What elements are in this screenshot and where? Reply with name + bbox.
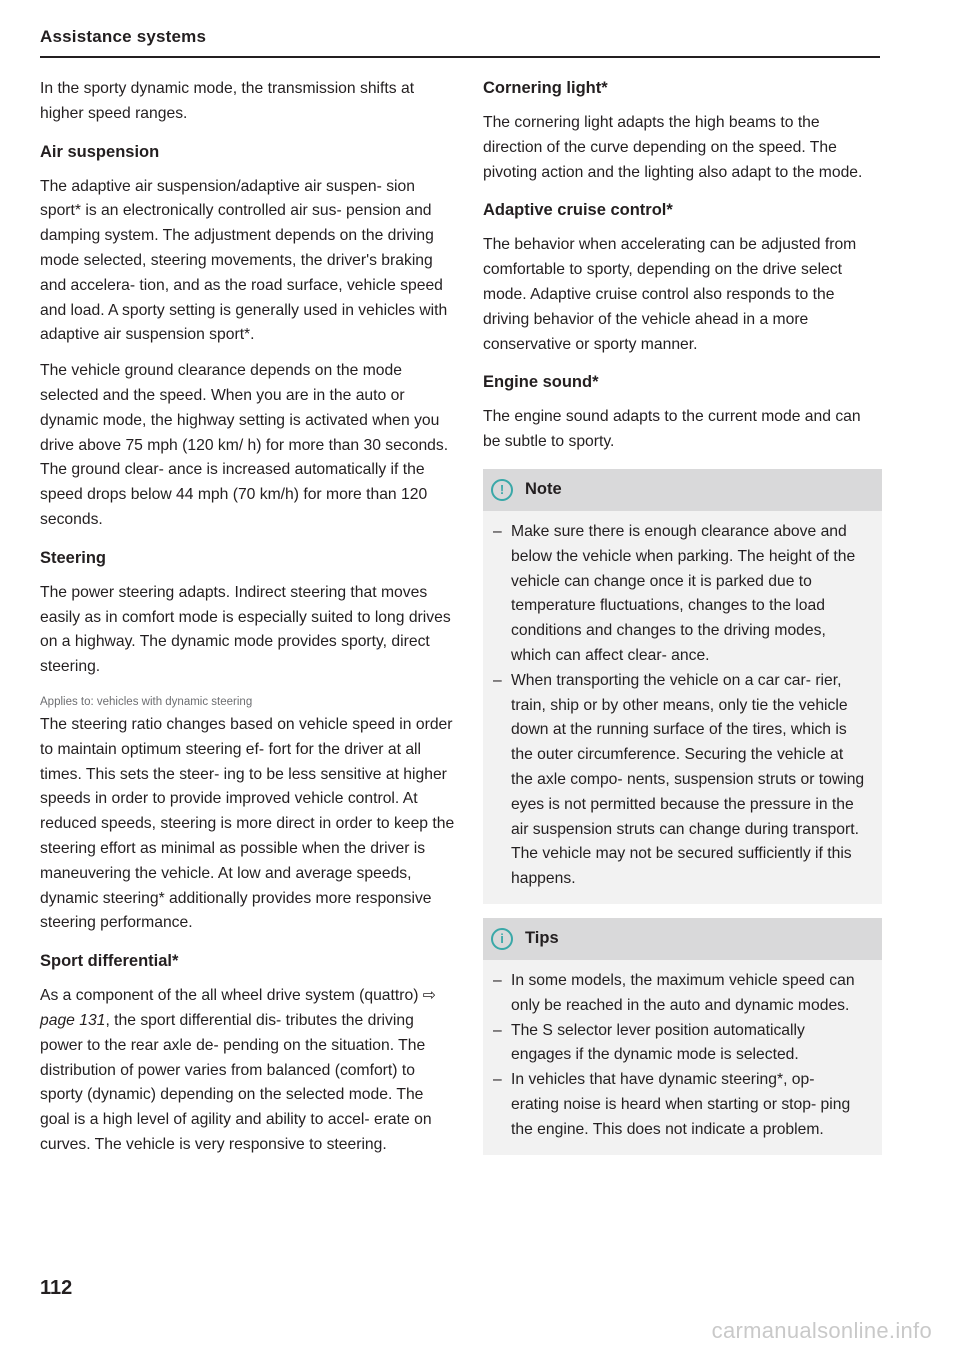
note-list <box>493 520 866 892</box>
air-suspension-paragraph-2: The vehicle ground clearance depends on the mode selected and the speed. When you are in the auto or dynamic mode, the highway setting is activated when you drive above 75 mph (120 km/ h) for more than 30 seconds. The ground clear- ance is increased automatically if the speed drops below 44 mph (70 km/h) for more than 120 seconds. <box>40 362 449 528</box>
tips-box <box>483 918 882 1155</box>
note-item: – When transporting the vehicle on a car car- rier, train, ship or by other means, only tie the vehicle down at the running surface of the tires, which is the outer circumference. Securing the vehicle at the axle compo- nents, suspension struts or towing eyes is not permitted because the pressure in the air suspension struts can change during transport. The vehicle may not be secured sufficiently if this happens. <box>493 669 866 892</box>
tips-item: – In some models, the maximum vehicle speed can only be reached in the auto and dynamic modes. <box>493 969 866 1019</box>
steering-paragraph-1: The power steering adapts. Indirect steering that moves easily as in comfort mode is especially suited to long drives on a highway. The dynamic mode provides sporty, direct steering. <box>40 583 451 676</box>
right-column <box>483 77 882 1155</box>
cornering-light-paragraph: The cornering light adapts the high beams to the direction of the curve depending on the speed. The pivoting action and the lighting also adapt to the mode. <box>483 114 863 181</box>
note-box <box>483 469 882 904</box>
applies-to-note: Applies to: vehicles with dynamic steering <box>40 695 253 708</box>
page-number: 112 <box>40 1277 73 1299</box>
sport-differential-text-start: As a component of the all wheel drive system (quattro) <box>40 987 423 1005</box>
air-suspension-paragraph-1: The adaptive air suspension/adaptive air suspen- sion sport* is an electronically controlled air sus- pension and damping system. The adjustment depends on the driving mode selected, steering movements, the driver's braking and accelera- tion, and as the road surface, vehicle speed and load. A sporty setting is generally used in vehicles with adaptive air suspension sport*. <box>40 177 448 344</box>
acc-heading: Adaptive cruise control* <box>483 201 673 220</box>
sport-differential-heading: Sport differential* <box>40 952 179 971</box>
engine-sound-heading: Engine sound* <box>483 373 599 392</box>
tips-body <box>483 960 882 1155</box>
section-title: Assistance systems <box>40 27 207 46</box>
air-suspension-heading: Air suspension <box>40 142 160 161</box>
note-item: – Make sure there is enough clearance above and below the vehicle when parking. The height of the vehicle can change once it is parked due to temperature fluctuations, changes to the load conditions and changes to the driving modes, which can affect clear- ance. <box>493 520 866 669</box>
page-header <box>40 27 880 58</box>
note-body <box>483 511 882 904</box>
engine-sound-paragraph: The engine sound adapts to the current mode and can be subtle to sporty. <box>483 408 861 451</box>
cornering-light-heading: Cornering light* <box>483 79 608 97</box>
note-header <box>483 469 882 511</box>
sport-differential-paragraph <box>40 984 456 1158</box>
acc-paragraph: The behavior when accelerating can be adjusted from comfortable to sporty, depending on the drive select mode. Adaptive cruise control also responds to the driving behavior of the vehicle ahead in a more conservative or sporty manner. <box>483 236 857 353</box>
tips-header <box>483 918 882 960</box>
info-icon: i <box>491 928 513 950</box>
left-column <box>40 77 456 1169</box>
tips-item: – The S selector lever position automatically engages if the dynamic mode is selected. <box>493 1019 866 1069</box>
tips-item: – In vehicles that have dynamic steering*, op- erating noise is heard when starting or stop- ping the engine. This does not indicate a problem. <box>493 1068 866 1142</box>
note-title: Note <box>525 480 562 499</box>
sport-differential-text-end: , the sport differential dis- tributes the driving power to the rear axle de- pending on the situation. The distribution of power varies from balanced (comfort) to sporty (dynamic) depending on the selected mode. The goal is a high level of agility and ability to accel- erate on curves. The vehicle is very responsive to steering. <box>40 1011 432 1153</box>
tips-list <box>493 969 866 1143</box>
watermark: carmanualsonline.info <box>711 1318 932 1343</box>
exclamation-icon: ! <box>491 479 513 501</box>
page-reference-link[interactable]: ⇨ page 131 <box>40 987 436 1029</box>
intro-paragraph: In the sporty dynamic mode, the transmission shifts at higher speed ranges. <box>40 80 415 122</box>
tips-title: Tips <box>525 929 559 948</box>
header-rule <box>40 56 880 58</box>
steering-paragraph-2: The steering ratio changes based on vehicle speed in order to maintain optimum steering ef- fort for the driver at all times. This sets the steer- ing to be less sensitive at higher speeds in order to provide improved vehicle control. At reduced speeds, steering is more direct in order to keep the steering effort as minimal as possible when the driver is maneuvering the vehicle. At low and average speeds, dynamic steering* additionally provides more responsive steering performance. <box>40 715 455 932</box>
steering-heading: Steering <box>40 548 107 567</box>
